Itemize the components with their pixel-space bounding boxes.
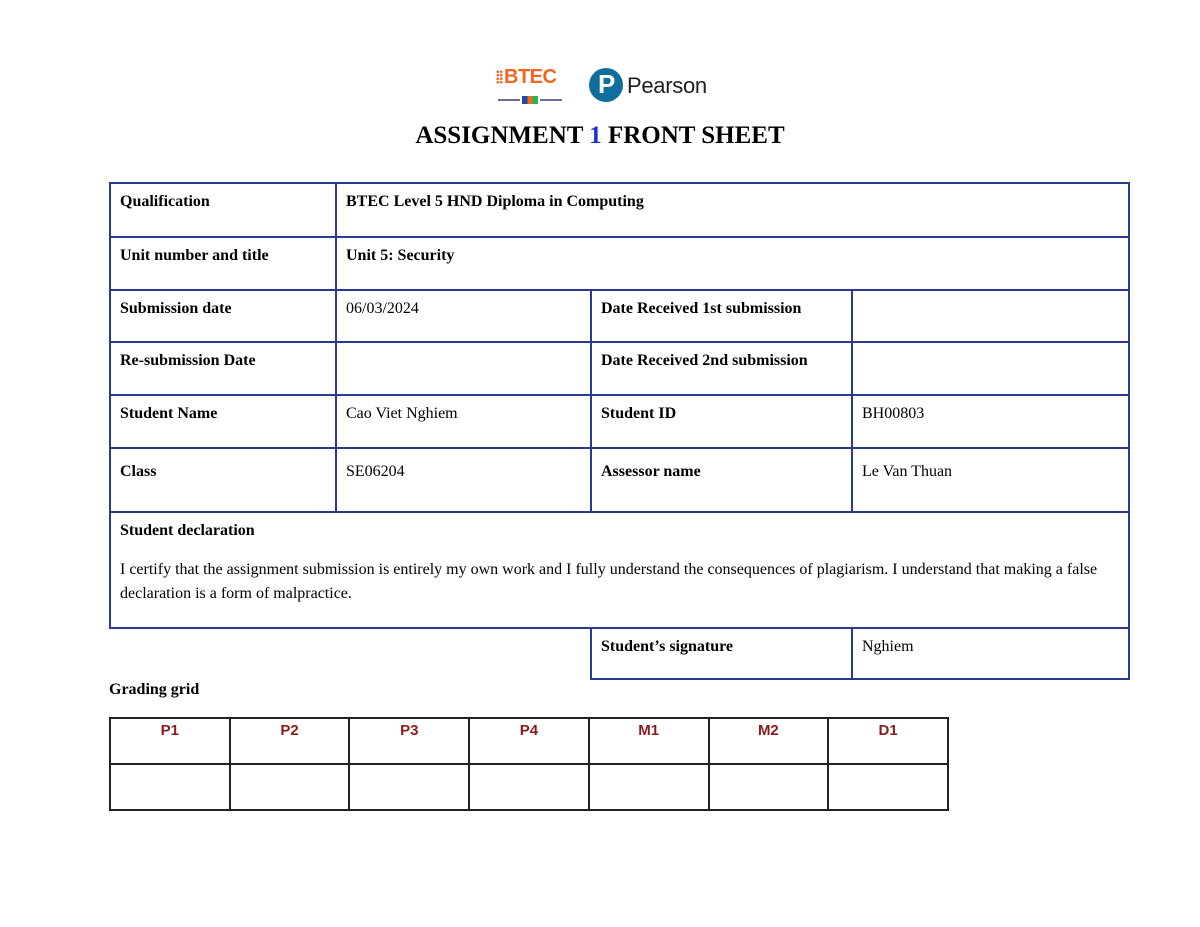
header-logos	[0, 64, 1200, 110]
submission-date-value: 06/03/2024	[336, 290, 591, 342]
grade-cell-p4	[469, 764, 589, 810]
grade-header-p3: P3	[349, 718, 469, 764]
btec-logo-text: BTEC	[504, 66, 557, 88]
grade-header-p1: P1	[110, 718, 230, 764]
table-row	[110, 628, 1129, 679]
grade-header-d1: D1	[828, 718, 948, 764]
assessor-label: Assessor name	[591, 448, 852, 512]
class-label: Class	[110, 448, 336, 512]
student-declaration	[110, 512, 1129, 628]
grading-value-row	[110, 764, 948, 810]
table-row	[110, 237, 1129, 290]
grade-cell-d1	[828, 764, 948, 810]
pearson-mark-icon: P	[589, 68, 623, 102]
student-name-label: Student Name	[110, 395, 336, 448]
grade-header-m1: M1	[589, 718, 709, 764]
grade-cell-p1	[110, 764, 230, 810]
student-id-label: Student ID	[591, 395, 852, 448]
student-name-value: Cao Viet Nghiem	[336, 395, 591, 448]
table-row	[110, 395, 1129, 448]
student-id-value: BH00803	[852, 395, 1129, 448]
unit-label: Unit number and title	[110, 237, 336, 290]
unit-value: Unit 5: Security	[336, 237, 1129, 290]
title-prefix: ASSIGNMENT	[415, 122, 583, 149]
date-received-1-value	[852, 290, 1129, 342]
front-sheet-table	[109, 182, 1130, 680]
grade-cell-p2	[230, 764, 350, 810]
grade-cell-p3	[349, 764, 469, 810]
grading-header-row	[110, 718, 948, 764]
page-title	[0, 122, 1200, 150]
grade-cell-m2	[709, 764, 829, 810]
table-row	[110, 342, 1129, 395]
pearson-logo-text: Pearson	[627, 73, 707, 98]
btec-logo	[496, 66, 568, 108]
grading-grid-table	[109, 717, 949, 811]
qualification-label: Qualification	[110, 183, 336, 237]
declaration-title: Student declaration	[120, 522, 255, 539]
table-row	[110, 512, 1129, 628]
date-received-1-label: Date Received 1st submission	[591, 290, 852, 342]
btec-dots-icon	[496, 70, 503, 84]
grade-cell-m1	[589, 764, 709, 810]
grading-grid-label: Grading grid	[109, 681, 200, 698]
resubmission-value	[336, 342, 591, 395]
signature-value: Nghiem	[852, 628, 1129, 679]
assessor-value: Le Van Thuan	[852, 448, 1129, 512]
table-row	[110, 183, 1129, 237]
grade-header-p4: P4	[469, 718, 589, 764]
title-number: 1	[589, 122, 602, 149]
signature-label: Student’s signature	[591, 628, 852, 679]
resubmission-label: Re-submission Date	[110, 342, 336, 395]
date-received-2-value	[852, 342, 1129, 395]
title-suffix: FRONT SHEET	[607, 122, 785, 149]
qualification-value: BTEC Level 5 HND Diploma in Computing	[336, 183, 1129, 237]
signature-spacer	[110, 628, 591, 679]
date-received-2-label: Date Received 2nd submission	[591, 342, 852, 395]
table-row	[110, 290, 1129, 342]
grade-header-p2: P2	[230, 718, 350, 764]
submission-date-label: Submission date	[110, 290, 336, 342]
declaration-text: I certify that the assignment submission is entirely my own work and I fully understand the consequences of plagiarism. I understand that making a false declaration is a form of malpractice.	[120, 561, 1098, 602]
grade-header-m2: M2	[709, 718, 829, 764]
btec-fpt-tagline	[498, 96, 562, 104]
class-value: SE06204	[336, 448, 591, 512]
table-row	[110, 448, 1129, 512]
